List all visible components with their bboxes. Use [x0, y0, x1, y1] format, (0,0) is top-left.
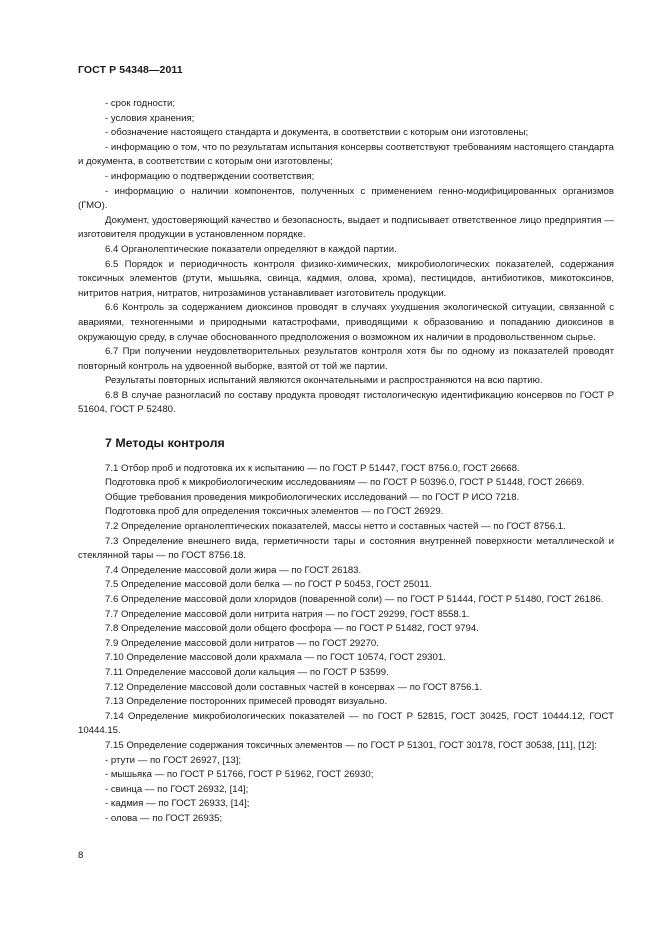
list-item: - информацию о наличии компонентов, полученных с применением генно-модифицированных организмов (ГМО). — [78, 185, 614, 212]
clause-7-3: 7.3 Определение внешнего вида, герметичности тары и состояния внутренней поверхности металлической и стеклянной тары — по ГОСТ 8756.18. — [78, 535, 614, 562]
list-item: - кадмия — по ГОСТ 26933, [14]; — [105, 798, 250, 810]
clause-6-8: 6.8 В случае разногласий по составу продукта проводят гистологическую идентификацию консервов по ГОСТ Р 51604, ГОСТ Р 52480. — [78, 389, 614, 416]
paragraph: Подготовка проб к микробиологическим исследованиям — по ГОСТ Р 50396.0, ГОСТ Р 51448, ГОСТ 26669. — [105, 477, 585, 489]
list-item: - ртути — по ГОСТ 26927, [13]; — [105, 754, 242, 766]
clause-6-4: 6.4 Органолептические показатели определяют в каждой партии. — [105, 243, 397, 255]
clause-7-1: 7.1 Отбор проб и подготовка их к испытанию — по ГОСТ Р 51447, ГОСТ 8756.0, ГОСТ 26668. — [105, 462, 520, 474]
paragraph: Результаты повторных испытаний являются окончательными и распространяются на всю партию. — [105, 375, 543, 387]
list-item: - срок годности; — [105, 98, 176, 109]
clause-7-4: 7.4 Определение массовой доли жира — по ГОСТ 26183. — [105, 564, 362, 576]
clause-6-7: 6.7 При получении неудовлетворительных результатов контроля хотя бы по одному из показателей проводят повторный контроль на удвоенной выборке, взятой от той же партии. — [78, 346, 614, 372]
paragraph: Документ, удостоверяющий качество и безопасность, выдает и подписывает ответственное лицо предприятия — изготовителя продукции в установленном порядке. — [78, 214, 614, 241]
clause-7-7: 7.7 Определение массовой доли нитрита натрия — по ГОСТ 29299, ГОСТ 8558.1. — [105, 608, 470, 620]
page-number: 8 — [78, 850, 84, 861]
standard-header: ГОСТ Р 54348—2011 — [78, 64, 183, 76]
paragraph: Общие требования проведения микробиологических исследований — по ГОСТ Р ИСО 7218. — [105, 491, 520, 503]
clause-6-6: 6.6 Контроль за содержанием диоксинов проводят в случаях ухудшения экологической ситуации, связанной с авариями, техногенными и природными катастрофами, приводящими к образованию и попаданию диоксинов в окружающую среду, в случае обоснованного предположения о возможном их наличии в продовольственном сырье. — [78, 302, 614, 343]
clause-7-14: 7.14 Определение микробиологических показателей — по ГОСТ Р 52815, ГОСТ 30425, ГОСТ 10444.12, ГОСТ 10444.15. — [78, 710, 614, 737]
clause-7-8: 7.8 Определение массовой доли общего фосфора — по ГОСТ Р 51482, ГОСТ 9794. — [105, 623, 479, 635]
clause-6-5: 6.5 Порядок и периодичность контроля физико-химических, микробиологических показателей, содержания токсичных элементов (ртути, мышьяка, свинца, кадмия, олова, хрома), пестицидов, антибиотиков, микотоксинов, нитритов натрия, нитратов, нитрозаминов устанавливает изготовитель продукции. — [78, 258, 614, 299]
clause-7-10: 7.10 Определение массовой доли крахмала — по ГОСТ 10574, ГОСТ 29301. — [105, 652, 446, 664]
clause-7-11: 7.11 Определение массовой доли кальция — по ГОСТ Р 53599. — [105, 666, 389, 678]
list-item: - условия хранения; — [105, 112, 195, 124]
clause-7-12: 7.12 Определение массовой доли составных частей в консервах — по ГОСТ 8756.1. — [105, 681, 483, 693]
list-item: - информацию о том, что по результатам испытания консервы соответствуют требованиям настоящего стандарта и документа, в соответствии с которым они изготовлены; — [78, 141, 614, 168]
list-item: - мышьяка — по ГОСТ Р 51766, ГОСТ Р 51962, ГОСТ 26930; — [105, 769, 374, 781]
list-item: - свинца — по ГОСТ 26932, [14]; — [105, 783, 249, 795]
paragraph: Подготовка проб для определения токсичных элементов — по ГОСТ 26929. — [105, 506, 444, 518]
list-item: - обозначение настоящего стандарта и документа, в соответствии с которым они изготовлены; — [105, 127, 529, 139]
clause-7-13: 7.13 Определение посторонних примесей проводят визуально. — [105, 696, 388, 708]
clause-7-2: 7.2 Определение органолептических показателей, массы нетто и составных частей — по ГОСТ 8756.1. — [105, 521, 566, 533]
clause-7-15: 7.15 Определение содержания токсичных элементов — по ГОСТ Р 51301, ГОСТ 30178, ГОСТ 30538, [11], [12]: — [105, 739, 597, 751]
page-content — [78, 97, 614, 827]
section-heading: 7 Методы контроля — [105, 436, 225, 451]
list-item: - информацию о подтверждении соответствия; — [105, 170, 315, 182]
clause-7-6: 7.6 Определение массовой доли хлоридов (поваренной соли) — по ГОСТ Р 51444, ГОСТ Р 51480, ГОСТ 26186. — [105, 594, 604, 605]
clause-7-9: 7.9 Определение массовой доли нитратов — по ГОСТ 29270. — [105, 637, 379, 649]
clause-7-5: 7.5 Определение массовой доли белка — по ГОСТ Р 50453, ГОСТ 25011. — [105, 579, 433, 591]
list-item: - олова — по ГОСТ 26935; — [105, 812, 223, 824]
